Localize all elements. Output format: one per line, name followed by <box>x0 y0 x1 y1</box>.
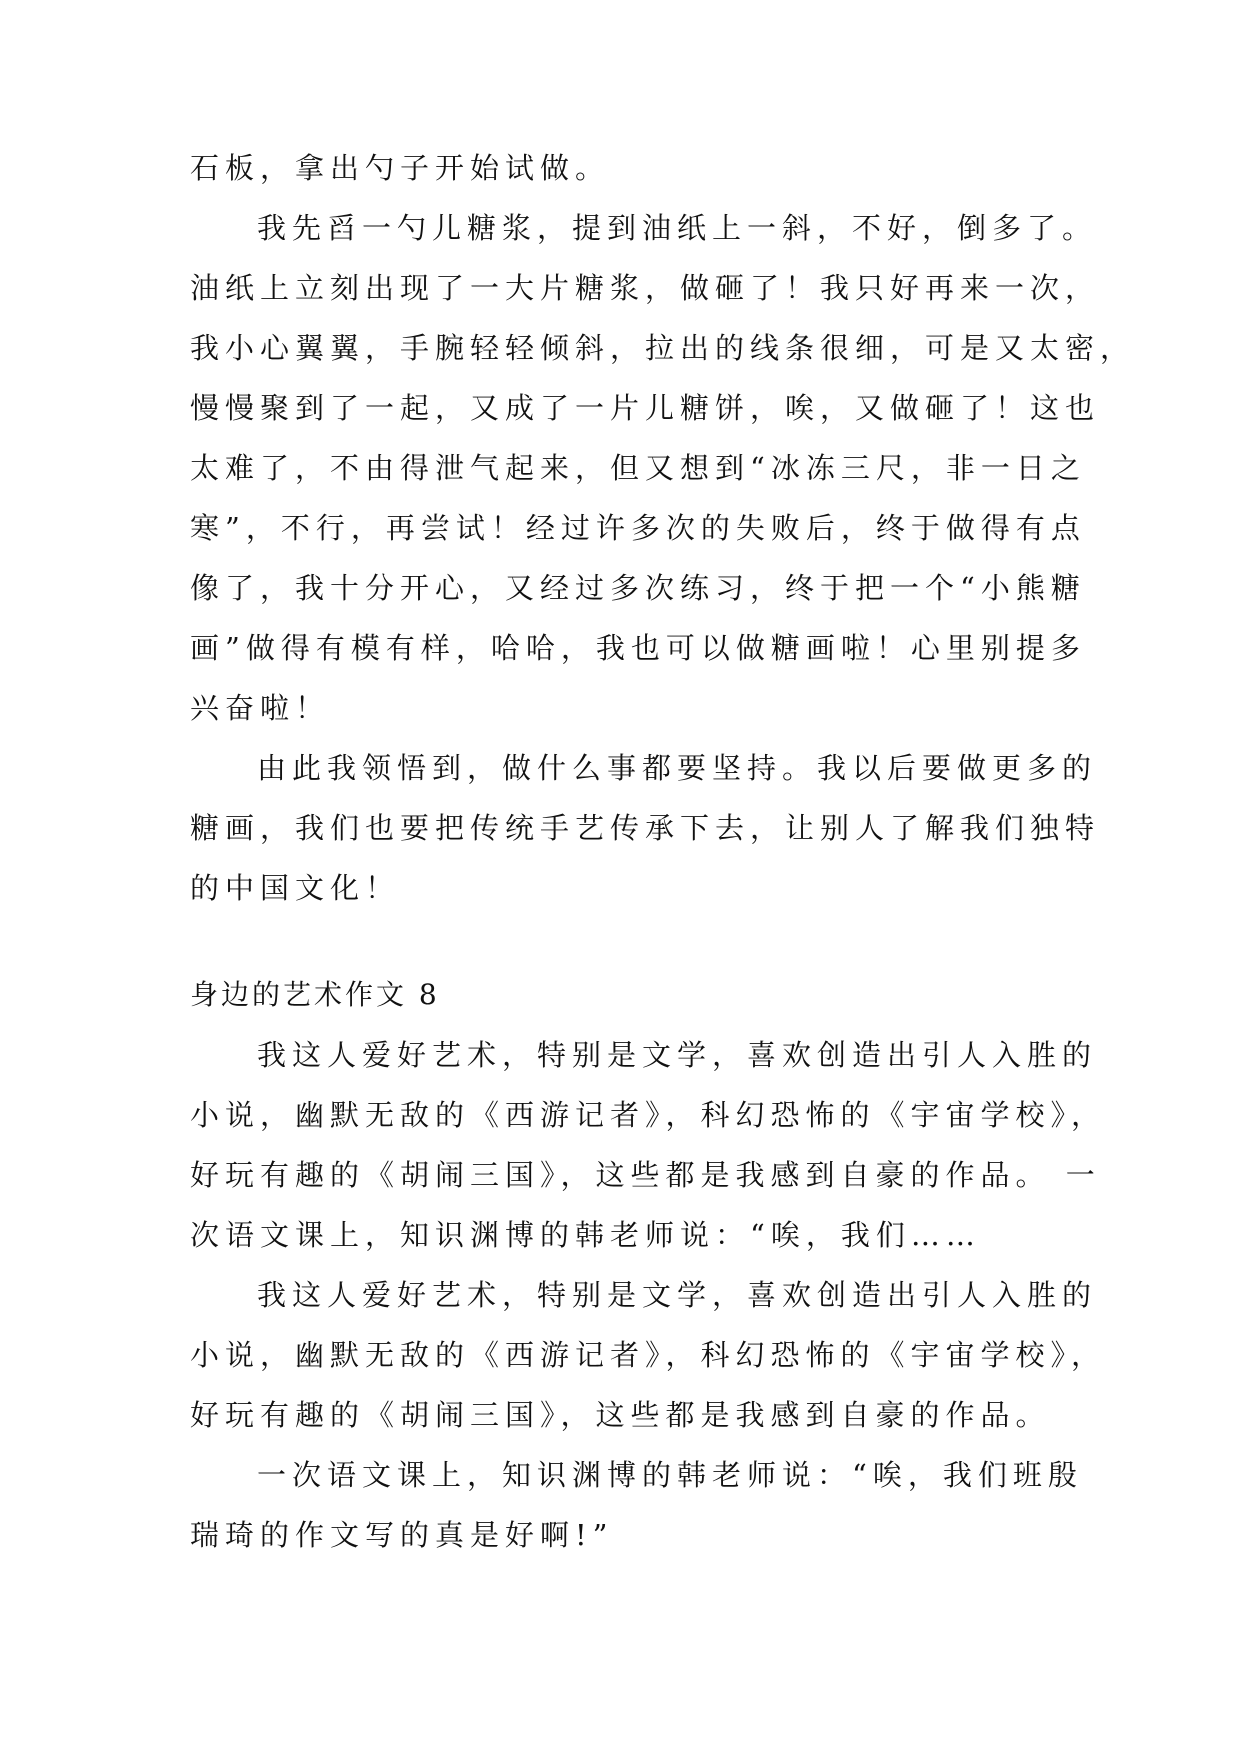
paragraph-line: 一次语文课上，知识渊博的韩老师说：“唉，我们班殷 <box>257 1458 1083 1492</box>
paragraph-line: 的中国文化！ <box>190 871 401 905</box>
essay-title: 身边的艺术作文 8 <box>190 978 440 1011</box>
paragraph-line: 小说，幽默无敌的《西游记者》，科幻恐怖的《宇宙学校》， <box>190 1098 1107 1132</box>
paragraph-line: 瑞琦的作文写的真是好啊!” <box>190 1518 614 1552</box>
paragraph-line: 糖画，我们也要把传统手艺传承下去，让别人了解我们独特 <box>190 811 1101 845</box>
paragraph-line: 我这人爱好艺术，特别是文学，喜欢创造出引人入胜的 <box>257 1038 1098 1072</box>
paragraph-line: 寒”，不行，再尝试！经过许多次的失败后，终于做得有点 <box>190 511 1086 545</box>
paragraph-line: 我这人爱好艺术，特别是文学，喜欢创造出引人入胜的 <box>257 1278 1098 1312</box>
paragraph-line: 我小心翼翼，手腕轻轻倾斜，拉出的线条很细，可是又太密， <box>190 331 1136 365</box>
paragraph-line: 慢慢聚到了一起，又成了一片儿糖饼，唉，又做砸了！这也 <box>190 391 1101 425</box>
paragraph-line: 小说，幽默无敌的《西游记者》，科幻恐怖的《宇宙学校》， <box>190 1338 1107 1372</box>
essay-section-8 <box>190 965 1107 1565</box>
paragraph-line: 好玩有趣的《胡闹三国》，这些都是我感到自豪的作品。 <box>190 1398 1051 1432</box>
paragraph-line: 石板，拿出勺子开始试做。 <box>190 151 611 185</box>
paragraph-line: 太难了，不由得泄气起来，但又想到“冰冻三尺，非一日之 <box>190 451 1086 485</box>
paragraph-line: 兴奋啦！ <box>190 691 331 725</box>
paragraph-line: 像了，我十分开心，又经过多次练习，终于把一个“小熊糖 <box>190 571 1086 605</box>
essay-section-continued <box>190 138 1136 918</box>
paragraph-line: 画”做得有模有样，哈哈，我也可以做糖画啦！心里别提多 <box>190 631 1086 665</box>
paragraph-line: 油纸上立刻出现了一大片糖浆，做砸了！我只好再来一次， <box>190 271 1101 305</box>
paragraph-line: 好玩有趣的《胡闹三国》，这些都是我感到自豪的作品。 一 <box>190 1158 1101 1192</box>
paragraph-line: 由此我领悟到，做什么事都要坚持。我以后要做更多的 <box>257 751 1098 785</box>
paragraph-line: 我先舀一勺儿糖浆，提到油纸上一斜，不好，倒多了。 <box>257 211 1098 245</box>
paragraph-line: 次语文课上，知识渊博的韩老师说：“唉，我们…… <box>190 1218 981 1252</box>
